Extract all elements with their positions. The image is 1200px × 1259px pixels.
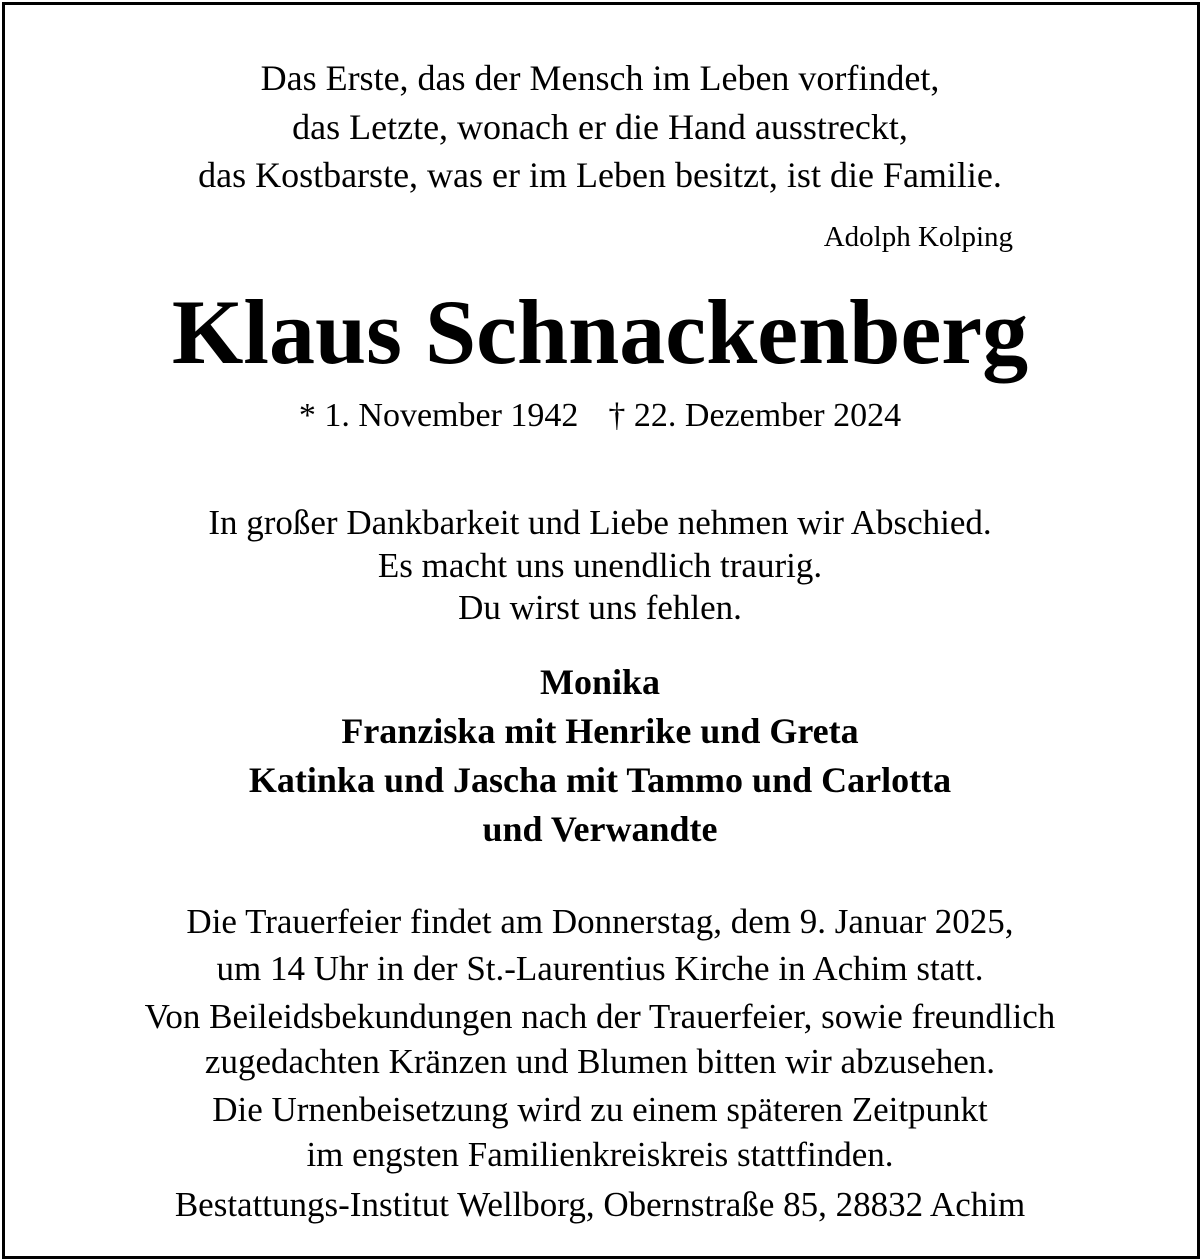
deceased-name: Klaus Schnackenberg bbox=[171, 281, 1029, 383]
family-line-3: Katinka und Jascha mit Tammo und Carlotta bbox=[248, 760, 952, 800]
farewell-line-3: Du wirst uns fehlen. bbox=[458, 588, 742, 627]
condolences-line-1: Von Beileidsbekundungen nach der Trauerfeier, sowie freundlich bbox=[144, 997, 1056, 1036]
death-date: † 22. Dezember 2024 bbox=[608, 397, 902, 434]
family-line-2: Franziska mit Henrike und Greta bbox=[341, 711, 859, 751]
burial-line-1: Die Urnenbeisetzung wird zu einem späteren Zeitpunkt bbox=[212, 1090, 988, 1129]
quote-author: Adolph Kolping bbox=[823, 221, 1013, 253]
burial-line-2: im engsten Familienkreiskreis stattfinden. bbox=[306, 1135, 894, 1174]
service-line-1: Die Trauerfeier findet am Donnerstag, dem 9. Januar 2025, bbox=[186, 902, 1014, 941]
family-line-4: und Verwandte bbox=[482, 809, 718, 849]
birth-date: * 1. November 1942 bbox=[298, 397, 579, 434]
quote-line-3: das Kostbarste, was er im Leben besitzt, ist die Familie. bbox=[198, 155, 1002, 195]
service-line-2: um 14 Uhr in der St.-Laurentius Kirche in Achim statt. bbox=[216, 949, 984, 988]
quote-line-1: Das Erste, das der Mensch im Leben vorfindet, bbox=[260, 58, 940, 98]
funeral-home-address: Bestattungs-Institut Wellborg, Obernstraße 85, 28832 Achim bbox=[174, 1185, 1026, 1224]
farewell-line-2: Es macht uns unendlich traurig. bbox=[377, 546, 823, 585]
farewell-line-1: In großer Dankbarkeit und Liebe nehmen wir Abschied. bbox=[208, 503, 992, 542]
quote-line-2: das Letzte, wonach er die Hand ausstreckt, bbox=[292, 107, 908, 147]
life-dates bbox=[0, 396, 1200, 436]
condolences-line-2: zugedachten Kränzen und Blumen bitten wir abzusehen. bbox=[204, 1042, 996, 1081]
family-line-1: Monika bbox=[539, 662, 661, 702]
